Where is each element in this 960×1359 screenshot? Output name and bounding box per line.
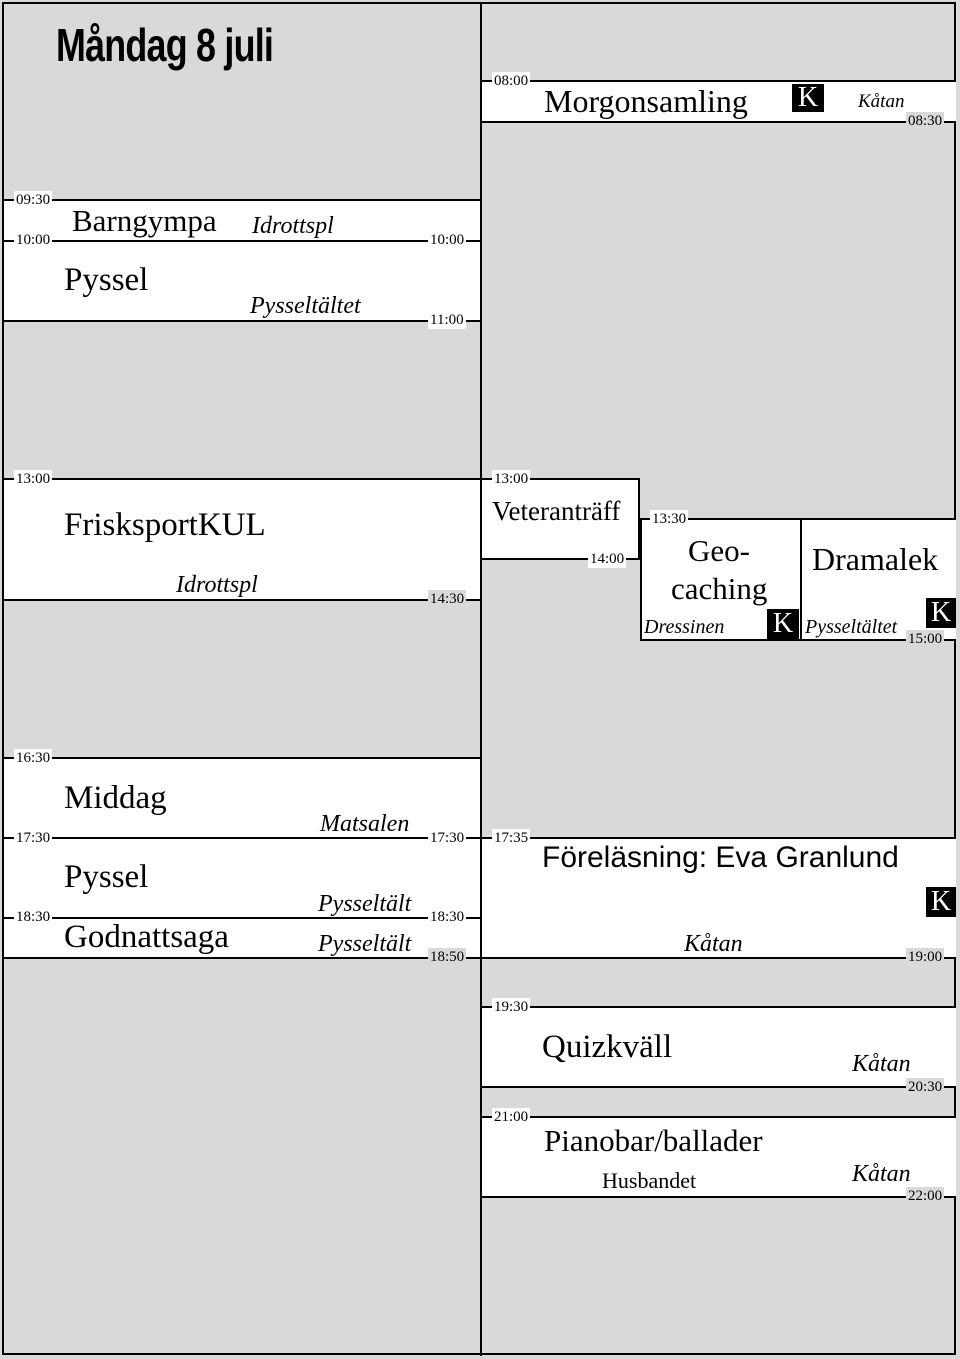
k-badge-geocaching: K bbox=[767, 609, 799, 639]
event-name-pianobar: Pianobar/ballader bbox=[544, 1123, 763, 1158]
time-20-30: 20:30 bbox=[908, 1079, 943, 1095]
time-13-00-left: 13:00 bbox=[16, 471, 51, 487]
event-name-frisksportkul: FrisksportKUL bbox=[64, 507, 266, 543]
event-name-morgonsamling: Morgonsamling bbox=[544, 83, 748, 119]
location-pysseltaltet-1: Pysseltältet bbox=[250, 293, 361, 319]
k-badge-dramalek: K bbox=[926, 598, 956, 628]
time-13-30: 13:30 bbox=[652, 511, 687, 527]
location-dressinen: Dressinen bbox=[644, 616, 725, 638]
event-name-forelasning: Föreläsning: Eva Granlund bbox=[542, 841, 899, 874]
time-10-00: 10:00 bbox=[16, 232, 51, 248]
time-17-30-left: 17:30 bbox=[16, 830, 51, 846]
location-katan-3: Kåtan bbox=[852, 1051, 911, 1077]
time-18-30-left: 18:30 bbox=[16, 909, 51, 925]
location-idrottspl-2: Idrottspl bbox=[176, 572, 258, 598]
location-pysseltaltet-2: Pysseltältet bbox=[805, 616, 898, 638]
location-matsalen: Matsalen bbox=[320, 811, 410, 837]
time-16-30: 16:30 bbox=[16, 750, 51, 766]
location-pysseltalt-2: Pysseltält bbox=[318, 931, 412, 957]
event-name-dramalek: Dramalek bbox=[812, 541, 939, 577]
location-katan-1: Kåtan bbox=[858, 91, 905, 112]
time-22-00: 22:00 bbox=[908, 1188, 943, 1204]
time-10-00-right: 10:00 bbox=[430, 232, 465, 248]
location-idrottspl-1: Idrottspl bbox=[252, 213, 334, 239]
event-name-pyssel-2: Pyssel bbox=[64, 859, 149, 895]
time-17-30-right: 17:30 bbox=[430, 830, 465, 846]
time-14-00: 14:00 bbox=[590, 551, 625, 567]
event-name-godnattsaga: Godnattsaga bbox=[64, 919, 229, 955]
location-pysseltalt-1: Pysseltält bbox=[318, 891, 412, 917]
time-19-00: 19:00 bbox=[908, 949, 943, 965]
time-09-30: 09:30 bbox=[16, 192, 51, 208]
time-18-30-right: 18:30 bbox=[430, 909, 465, 925]
event-name-veterantraff: Veteranträff bbox=[492, 496, 621, 526]
time-18-50: 18:50 bbox=[430, 949, 465, 965]
event-name-geo: Geo- bbox=[688, 533, 750, 568]
time-14-30: 14:30 bbox=[430, 591, 465, 607]
time-08-30: 08:30 bbox=[908, 113, 943, 129]
time-15-00: 15:00 bbox=[908, 631, 943, 647]
time-11-00: 11:00 bbox=[430, 312, 464, 328]
time-17-35: 17:35 bbox=[494, 830, 529, 846]
event-name-pyssel-1: Pyssel bbox=[64, 262, 149, 298]
divider-10-00 bbox=[4, 240, 480, 242]
location-katan-2: Kåtan bbox=[684, 931, 743, 957]
event-name-caching: caching bbox=[671, 571, 768, 606]
time-21-00: 21:00 bbox=[494, 1109, 529, 1125]
time-13-00-right: 13:00 bbox=[494, 471, 529, 487]
time-08-00: 08:00 bbox=[494, 73, 529, 89]
location-katan-4: Kåtan bbox=[852, 1161, 911, 1187]
event-name-barngympa: Barngympa bbox=[72, 203, 217, 238]
page-title: Måndag 8 juli bbox=[56, 19, 274, 71]
event-name-quizkvall: Quizkväll bbox=[542, 1029, 673, 1065]
event-name-middag: Middag bbox=[64, 780, 167, 816]
k-badge-morgonsamling: K bbox=[792, 84, 824, 112]
performer-husbandet: Husbandet bbox=[602, 1168, 697, 1193]
k-badge-forelasning: K bbox=[926, 887, 956, 917]
time-19-30: 19:30 bbox=[494, 999, 529, 1015]
